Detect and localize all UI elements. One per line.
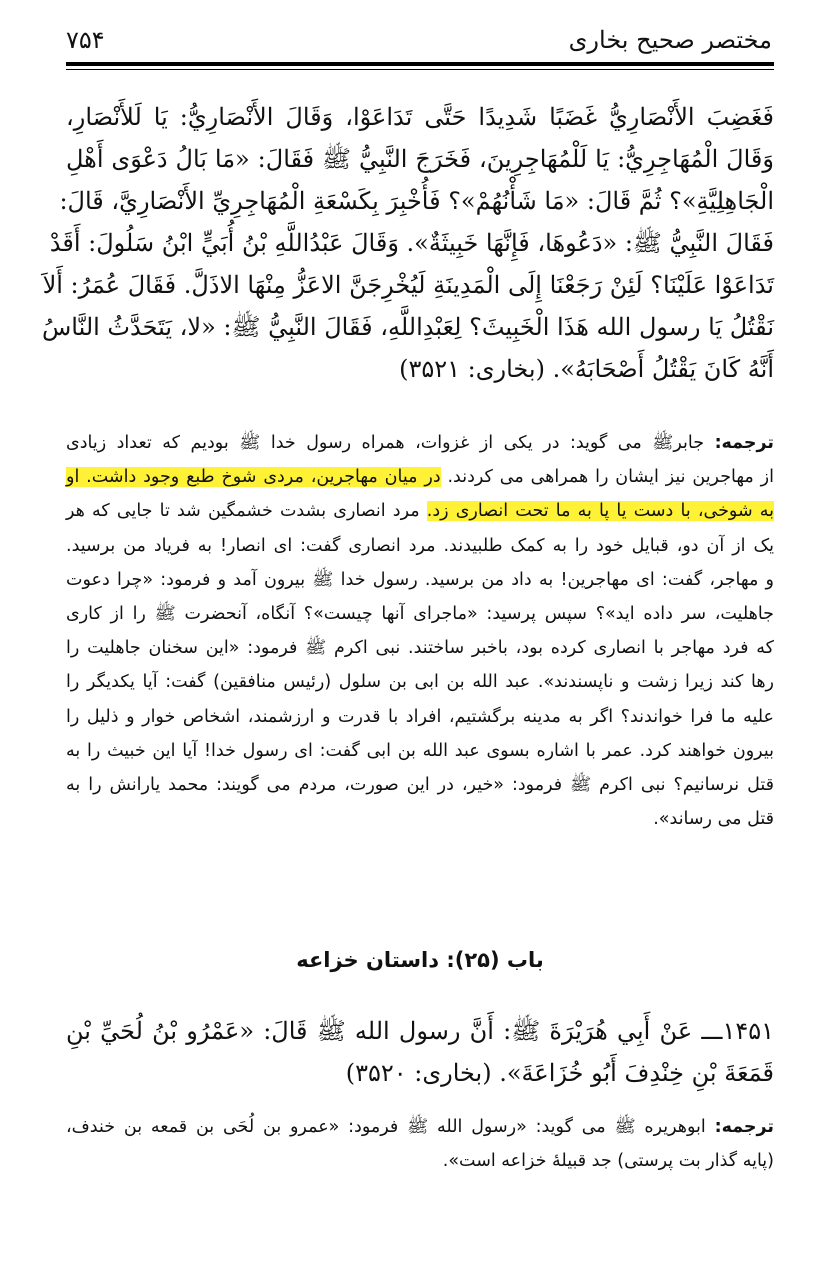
translation-text: (پایه گذار بت پرستی) جد قبیلۀ خزاعه است». xyxy=(442,1151,774,1172)
arabic-line: أَنَّهُ كَانَ يَقْتُلُ أَصْحَابَهُ». (بخاری: ۳۵۲۱) xyxy=(399,355,774,383)
arabic-line: ۱۴۵۱ـــ عَنْ أَبِي هُرَيْرَةَ ﷺ: أَنَّ رسول الله ﷺ قَالَ: «عَمْرُو بْنُ لُحَيِّ بْنِ xyxy=(66,1017,774,1045)
highlighted-text: در میان مهاجرین، مردی شوخ طبع وجود داشت. او xyxy=(66,467,441,488)
hadith-2-translation xyxy=(66,1110,774,1178)
arabic-line: فَغَضِبَ الأَنْصَارِيُّ غَضَبًا شَدِيدًا حَتَّى تَدَاعَوْا، وَقَالَ الأَنْصَارِيُّ: يَا لَلأَنْصَارِ، xyxy=(66,103,774,131)
page-header xyxy=(66,22,774,62)
page-number: ۷۵۴ xyxy=(66,26,105,54)
translation-text: قتل می رساند». xyxy=(653,809,774,830)
translation-text: قتل نرسانیم؟ نبی اکرم ﷺ فرمود: «خیر، در این صورت، مردم می گویند: محمد یارانش را به xyxy=(66,775,774,796)
translation-line xyxy=(66,734,774,768)
arabic-line: نَقْتُلُ يَا رسول الله هَذَا الْخَبِيثَ؟ لِعَبْدِاللَّهِ، فَقَالَ النَّبِيُّ ﷺ: «لا، يَتَحَدَّثُ النَّاسُ xyxy=(41,313,774,341)
translation-text: ﷺ xyxy=(652,433,674,453)
chapter-heading: باب (۲۵): داستان خزاعه xyxy=(296,948,544,972)
translation-line xyxy=(66,768,774,802)
hadith-2-arabic-text xyxy=(66,1010,774,1094)
translation-text: جابر xyxy=(673,433,715,453)
translation-text: رها کند زیرا زشت و ناپسندند». عبد الله بن ابی بن سلول (رئیس منافقین) گفت: آیا یکدیگر را xyxy=(66,672,774,693)
translation-line xyxy=(66,563,774,597)
arabic-line: فَقَالَ النَّبِيُّ ﷺ: «دَعُوهَا، فَإِنَّهَا خَبِيثَةٌ». وَقَالَ عَبْدُاللَّهِ بْنُ أُبَيٍّ ابْنُ سَلُولَ: أَقَدْ xyxy=(49,229,774,257)
header-rule-thin xyxy=(66,69,774,70)
translation-text: بیرون خواهند کرد. عمر با اشاره بسوی عبد الله بن ابی گفت: ای رسول خدا! آیا این خبیث را به xyxy=(66,740,774,761)
translation-line xyxy=(66,494,774,528)
translation-text: که فرد مهاجر با انصاری کرده بود، باخبر ساختند. نبی اکرم ﷺ فرمود: «این سخنان جاهلیت را xyxy=(66,638,774,659)
translation-text: ابوهریره ﷺ می گوید: «رسول الله ﷺ فرمود: «عمرو بن لُحَی بن قمعه بن خندف، xyxy=(66,1117,715,1137)
translation-text: علیه ما فرا خواندند؟ اگر به مدینه برگشتیم، افراد با قدرت و ارزشمند، اشخاص خوار و ذلیل را xyxy=(66,706,774,727)
translation-text: از مهاجرین نیز ایشان را همراهی می کردند. xyxy=(440,467,774,488)
translation-label: ترجمه: xyxy=(714,1117,774,1137)
highlighted-text: به شوخی، با دست یا پا به ما تحت انصاری زد. xyxy=(426,501,775,522)
translation-text: جاهلیت، سر داده اید»؟ سپس پرسید: «ماجرای آنها چیست»؟ آنگاه، آنحضرت ﷺ را از کاری xyxy=(66,604,774,625)
hadith-1-arabic-text xyxy=(41,96,774,390)
translation-line xyxy=(66,631,774,665)
book-title: مختصر صحيح بخاری xyxy=(568,26,772,54)
translation-line xyxy=(66,460,774,494)
hadith-1-translation xyxy=(66,426,774,836)
arabic-line: قَمَعَةَ بْنِ خِنْدِفَ أَبُو خُزَاعَةَ». (بخاری: ۳۵۲۰) xyxy=(345,1059,774,1087)
translation-line xyxy=(66,529,774,563)
translation-text: مرد انصاری بشدت خشمگین شد تا جایی که هر xyxy=(66,501,427,522)
translation-text: می گوید: در یکی از غزوات، همراه رسول خدا ﷺ بودیم که تعداد زیادی xyxy=(66,433,653,453)
translation-line xyxy=(66,426,774,460)
translation-line xyxy=(66,1144,774,1178)
translation-line xyxy=(66,700,774,734)
translation-line xyxy=(66,802,774,836)
translation-text: و مهاجر، گفت: ای مهاجرین! به داد من برسید. رسول خدا ﷺ بیرون آمد و فرمود: «چرا دعوت xyxy=(66,569,774,590)
arabic-line: تَدَاعَوْا عَلَيْنَا؟ لَئِنْ رَجَعْنَا إِلَى الْمَدِينَةِ لَيُخْرِجَنَّ الاعَزُّ مِنْهَا الاذَلَّ. فَقَالَ عُمَرُ: أَلاَ xyxy=(42,271,774,299)
arabic-line: الْجَاهِلِيَّةِ»؟ ثُمَّ قَالَ: «مَا شَأْنُهُمْ»؟ فَأُخْبِرَ بِكَسْعَةِ الْمُهَاجِرِيِّ الأَنْصَارِيَّ، قَالَ: xyxy=(59,187,774,215)
translation-label: ترجمه: xyxy=(714,433,774,453)
translation-line xyxy=(66,665,774,699)
header-rule-thick xyxy=(66,62,774,66)
translation-text: یک از آن دو، قبایل خود را به کمک طلبیدند. مرد انصاری گفت: ای انصار! به فریاد من برسید. xyxy=(66,535,774,556)
translation-line xyxy=(66,1110,774,1144)
arabic-line: وَقَالَ الْمُهَاجِرِيُّ: يَا لَلْمُهَاجِرِينَ، فَخَرَجَ النَّبِيُّ ﷺ فَقَالَ: «مَا بَالُ دَعْوَى أَهْلِ xyxy=(66,145,774,173)
translation-line xyxy=(66,597,774,631)
